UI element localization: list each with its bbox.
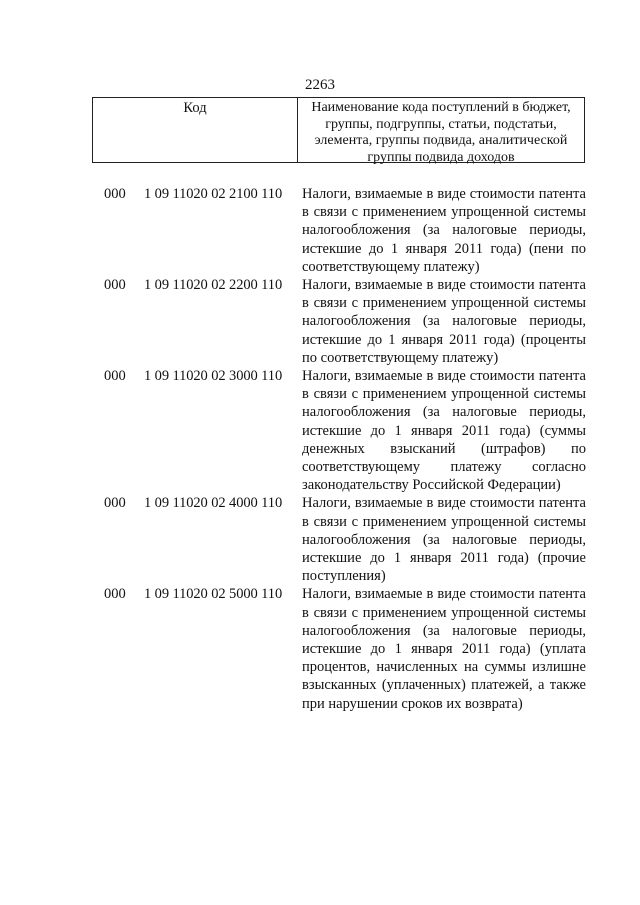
description-line: процентов, начисленных на суммы излишне — [302, 659, 586, 676]
description-line: истекшие до 1 января 2011 года) (прочие — [302, 550, 586, 567]
description-line: Налоги, взимаемые в виде стоимости патента — [302, 495, 586, 512]
description-line: соответствующему платежу) — [302, 258, 480, 275]
description-line: налогообложения (за налоговые периоды, — [302, 404, 586, 421]
description-line: поступления) — [302, 568, 386, 585]
description-line: в связи с применением упрощенной системы — [302, 386, 586, 403]
budget-code: 1 09 11020 02 2100 110 — [144, 186, 283, 202]
table-row — [0, 585, 640, 712]
admin-code: 000 — [104, 186, 126, 202]
table-row — [0, 367, 640, 494]
description-line: в связи с применением упрощенной системы — [302, 513, 586, 530]
description-line: в связи с применением упрощенной системы — [302, 204, 586, 221]
header-name-line: Наименование кода поступлений в бюджет, — [311, 100, 571, 115]
description-line: истекшие до 1 января 2011 года) (пени по — [302, 240, 586, 257]
description-line: Налоги, взимаемые в виде стоимости патента — [302, 368, 586, 385]
description-line: денежных взысканий (штрафов) по — [302, 440, 586, 457]
description-line: соответствующему платежу согласно — [302, 459, 586, 476]
budget-code: 1 09 11020 02 2200 110 — [144, 277, 283, 294]
header-name-line: группы, подгруппы, статьи, подстатьи, — [325, 116, 557, 132]
description-line: при нарушении сроков их возврата) — [302, 695, 523, 712]
table-row — [0, 185, 640, 276]
description-line: истекшие до 1 января 2011 года) (суммы — [302, 422, 586, 439]
description-line: Налоги, взимаемые в виде стоимости патента — [302, 186, 586, 202]
description-line: Налоги, взимаемые в виде стоимости патента — [302, 277, 586, 294]
budget-code: 1 09 11020 02 3000 110 — [144, 368, 283, 385]
description-line: налогообложения (за налоговые периоды, — [302, 622, 586, 639]
table-row — [0, 276, 640, 367]
budget-code: 1 09 11020 02 4000 110 — [144, 495, 283, 512]
description-line: налогообложения (за налоговые периоды, — [302, 531, 586, 548]
code-description — [302, 585, 586, 712]
description-line: законодательству Российской Федерации) — [302, 477, 561, 494]
header-name-line: группы подвида доходов — [367, 149, 515, 165]
header-name-line: элемента, группы подвида, аналитической — [314, 133, 568, 148]
header-name-column — [298, 98, 584, 165]
code-description — [302, 494, 586, 585]
header-code-column: Код — [93, 98, 298, 162]
table-body — [0, 185, 640, 713]
description-line: взысканных (уплаченных) платежей, а также — [302, 677, 586, 694]
description-line: в связи с применением упрощенной системы — [302, 295, 586, 312]
description-line: истекшие до 1 января 2011 года) (проценты — [302, 331, 586, 348]
description-line: по соответствующему платежу) — [302, 349, 499, 366]
description-line: налогообложения (за налоговые периоды, — [302, 313, 586, 330]
code-description — [302, 276, 586, 367]
admin-code: 000 — [104, 368, 126, 385]
admin-code: 000 — [104, 495, 126, 512]
page-number: 2263 — [305, 77, 335, 93]
code-description — [302, 185, 586, 276]
description-line: истекшие до 1 января 2011 года) (уплата — [302, 641, 586, 658]
description-line: в связи с применением упрощенной системы — [302, 604, 586, 621]
admin-code: 000 — [104, 586, 126, 603]
budget-code: 1 09 11020 02 5000 110 — [144, 586, 283, 603]
table-row — [0, 494, 640, 585]
description-line: Налоги, взимаемые в виде стоимости патента — [302, 586, 586, 603]
table-header — [92, 97, 585, 163]
code-description — [302, 367, 586, 494]
description-line: налогообложения (за налоговые периоды, — [302, 222, 586, 239]
admin-code: 000 — [104, 277, 126, 294]
